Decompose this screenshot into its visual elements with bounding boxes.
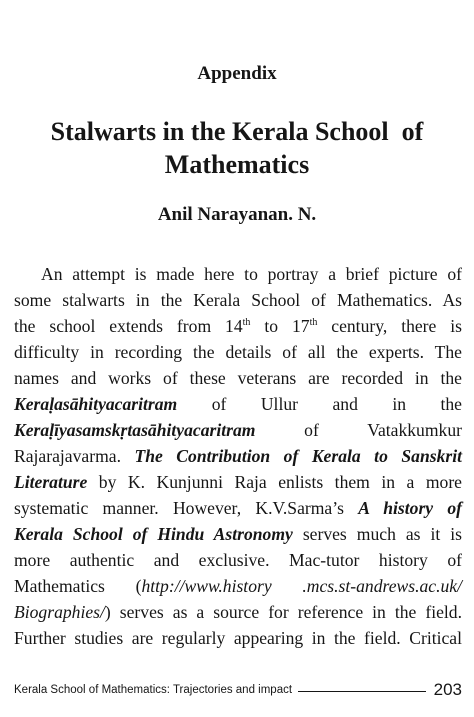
text-line-3-a: the school extends from 14 bbox=[14, 316, 243, 336]
book-title-history-of: A history of bbox=[358, 498, 463, 518]
text-line-14-rest: ) serves as a source for reference in the field. bbox=[104, 602, 462, 622]
chapter-title-line-2: Mathematics bbox=[164, 150, 310, 179]
text-line-3-b: to 17 bbox=[250, 316, 310, 336]
running-footer-title: Kerala School of Mathematics: Trajectories and impact bbox=[14, 684, 293, 696]
body-paragraph bbox=[14, 261, 462, 651]
text-line-14 bbox=[14, 599, 462, 625]
text-line-13-plain: Mathematics ( bbox=[14, 576, 142, 596]
text-line-4: difficulty in recording the details of all the experts. The bbox=[14, 342, 462, 362]
book-title-contribution-of-kerala: The Contribution of Kerala to Sanskrit bbox=[134, 446, 462, 466]
text-line-8-plain: Rajarajavarma. bbox=[14, 446, 135, 466]
text-line-6 bbox=[14, 391, 462, 417]
book-title-keraliyasamskrtasahityacaritram: Keraḷīyasamskṛtasāhityacaritram bbox=[14, 420, 256, 440]
author-name: Anil Narayanan. N. bbox=[157, 204, 317, 225]
text-line-9 bbox=[14, 469, 462, 495]
text-line-12: more authentic and exclusive. Mac-tutor history of bbox=[14, 550, 462, 570]
book-title-kerala-school-hindu-astronomy: Kerala School of Hindu Astronomy bbox=[14, 524, 293, 544]
text-line-15: Further studies are regularly appearing in the field. Critical bbox=[14, 628, 462, 648]
text-line-11 bbox=[14, 521, 462, 547]
text-line-8 bbox=[14, 443, 462, 469]
appendix-label: Appendix bbox=[197, 63, 277, 84]
text-line-13 bbox=[14, 573, 462, 599]
book-title-keralasahityacaritram: Keraḷasāhityacaritram bbox=[14, 394, 178, 414]
chapter-title-line-1: Stalwarts in the Kerala School of bbox=[50, 117, 424, 146]
page-number: 203 bbox=[433, 680, 462, 699]
text-line-3 bbox=[14, 313, 462, 339]
text-line-11-rest: serves much as it is bbox=[292, 524, 462, 544]
text-line-7-rest: of Vatakkumkur bbox=[255, 420, 462, 440]
book-title-literature: Literature bbox=[14, 472, 88, 492]
text-line-9-rest: by K. Kunjunni Raja enlists them in a more bbox=[87, 472, 462, 492]
footer-rule-divider bbox=[298, 691, 426, 692]
text-line-7 bbox=[14, 417, 462, 443]
mactutor-url-part-1: http://www.history .mcs.st-andrews.ac.uk/ bbox=[141, 576, 462, 596]
superscript-th-1: th bbox=[242, 317, 251, 329]
text-line-2: some stalwarts in the Kerala School of Mathematics. As bbox=[14, 290, 462, 310]
text-line-10 bbox=[14, 495, 462, 521]
text-line-5: names and works of these veterans are recorded in the bbox=[14, 368, 462, 388]
mactutor-url-part-2: Biographies/ bbox=[14, 602, 105, 622]
superscript-th-2: th bbox=[309, 317, 318, 329]
text-line-3-c: century, there is bbox=[317, 316, 463, 336]
text-line-6-rest: of Ullur and in the bbox=[177, 394, 462, 414]
text-line-10-plain: systematic manner. However, K.V.Sarma’s bbox=[14, 498, 359, 518]
page-footer bbox=[14, 681, 462, 699]
chapter-title bbox=[0, 115, 474, 181]
text-line-1: An attempt is made here to portray a brief picture of bbox=[41, 264, 462, 284]
